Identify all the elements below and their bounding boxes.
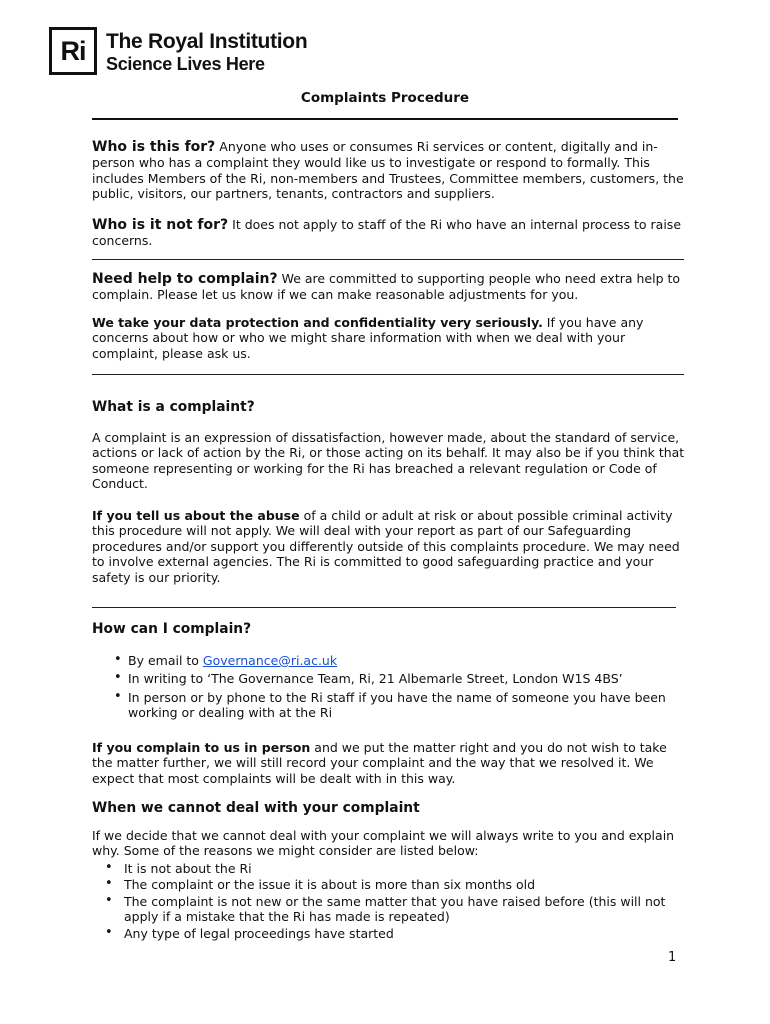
list-item: • In writing to ‘The Governance Team, Ri, 21 Albemarle Street, London W1S 4BS’	[92, 671, 688, 686]
data-protection-section	[92, 315, 688, 361]
ri-logo-mark: Ri	[49, 27, 97, 75]
title-divider	[92, 118, 678, 120]
email-prefix: By email to	[128, 653, 203, 668]
list-item: • It is not about the Ri	[92, 861, 688, 876]
who-not-for-lead: Who is it not for?	[92, 217, 229, 233]
who-for-lead: Who is this for?	[92, 139, 216, 155]
who-not-for-section	[92, 217, 688, 249]
list-item	[92, 653, 688, 668]
cannot-deal-list	[92, 861, 688, 942]
list-item: • The complaint or the issue it is about is more than six months old	[92, 877, 688, 892]
list-item: • In person or by phone to the Ri staff if you have the name of someone you have been working or dealing with at the Ri	[92, 690, 688, 721]
tagline: Science Lives Here	[106, 54, 265, 74]
need-help-section	[92, 271, 688, 303]
in-person-text: and we put the matter right and you do not wish to take the matter further, we will still record your complaint and the way that we resolved it. We expect that most complaints will be dealt with in this way.	[92, 740, 667, 786]
how-to-list	[92, 653, 688, 724]
divider	[92, 374, 684, 375]
who-not-for-text: It does not apply to staff of the Ri who have an internal process to raise concerns.	[92, 217, 682, 249]
page-title: Complaints Procedure	[300, 90, 470, 106]
page-number: 1	[668, 950, 677, 965]
abuse-lead: If you tell us about the abuse	[92, 508, 300, 523]
data-protection-lead: We take your data protection and confidentiality very seriously.	[92, 315, 543, 330]
in-person-lead: If you complain to us in person	[92, 740, 311, 755]
in-person-paragraph	[92, 740, 688, 786]
what-is-paragraph: A complaint is an expression of dissatisfaction, however made, about the standard of service, actions or lack of action by the Ri, or those acting on its behalf. It may also be if you think that someone representing or working for the Ri has breached a relevant regulation or Code of Conduct.	[92, 430, 685, 492]
list-item: • The complaint is not new or the same matter that you have raised before (this will not apply if a mistake that the Ri has made is repeated)	[92, 894, 688, 925]
need-help-text: We are committed to supporting people who need extra help to complain. Please let us know if we can make reasonable adjustments for you.	[92, 271, 681, 303]
data-protection-text: If you have any concerns about how or who we might share information with when we deal with your complaint, please ask us.	[92, 315, 644, 361]
governance-email-link[interactable]: Governance@ri.ac.uk	[202, 653, 338, 668]
need-help-lead: Need help to complain?	[92, 271, 278, 287]
who-for-section	[92, 139, 688, 202]
who-for-text: Anyone who uses or consumes Ri services or content, digitally and in-person who has a complaint they would like us to investigate or respond to formally. This includes Members of the Ri, non-members and Trustees, Committee members, customers, the public, visitors, our partners, tenants, contractors and suppliers.	[92, 139, 684, 202]
list-item: • Any type of legal proceedings have started	[92, 926, 688, 941]
abuse-text: of a child or adult at risk or about possible criminal activity this procedure will not apply. We will deal with your report as part of our Safeguarding procedures and/or support you differently outside of this complaints procedure. We may need to involve external agencies. The Ri is committed to good safeguarding practice and your safety is our priority.	[92, 508, 680, 585]
cannot-deal-intro: If we decide that we cannot deal with your complaint we will always write to you and explain why. Some of the reasons we might consider are listed below:	[92, 828, 675, 859]
abuse-paragraph	[92, 508, 688, 585]
org-name: The Royal Institution	[106, 30, 308, 53]
how-to-heading: How can I complain?	[92, 621, 252, 637]
cannot-deal-heading: When we cannot deal with your complaint	[92, 800, 420, 816]
divider	[92, 259, 684, 260]
logo-wordmark	[106, 31, 307, 75]
what-is-heading: What is a complaint?	[92, 399, 255, 415]
divider	[92, 607, 676, 608]
